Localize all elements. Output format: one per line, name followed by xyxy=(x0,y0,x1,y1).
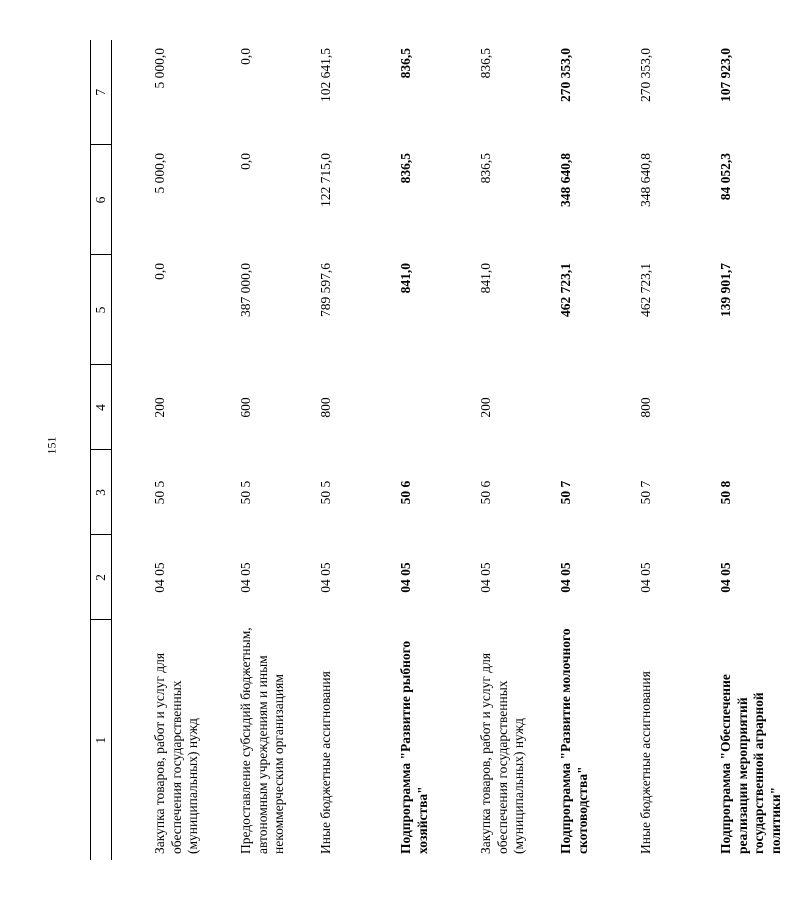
rotated-page xyxy=(90,40,783,860)
section-code: 04 05 xyxy=(398,562,414,593)
expense-type: 800 xyxy=(638,397,654,418)
amount-col7: 5 000,0 xyxy=(152,48,168,89)
header-row xyxy=(91,40,112,860)
amount-col7: 836,5 xyxy=(398,48,414,79)
amount-col6: 84 052,3 xyxy=(718,153,734,201)
amount-col6: 0,0 xyxy=(238,153,254,170)
target-code: 50 5 xyxy=(238,480,254,505)
amount-col5: 387 000,0 xyxy=(238,263,254,317)
table-row xyxy=(475,40,555,860)
column-header-1: 1 xyxy=(91,620,112,860)
budget-table xyxy=(90,40,795,860)
amount-col6: 122 715,0 xyxy=(318,153,334,207)
row-name: Закупка товаров, работ и услуг для обеспечения государственных (муниципальных) нужд xyxy=(152,652,201,854)
section-code: 04 05 xyxy=(558,562,574,593)
table-row xyxy=(315,40,395,860)
table-row xyxy=(635,40,715,860)
table-row xyxy=(555,40,635,860)
expense-type: 200 xyxy=(478,397,494,418)
column-header-5: 5 xyxy=(91,255,112,365)
amount-col6: 348 640,8 xyxy=(558,153,574,207)
row-name: Закупка товаров, работ и услуг для обеспечения государственных (муниципальных) нужд xyxy=(478,652,527,854)
row-name: Подпрограмма "Обеспечение реализации мероприятий государственной аграрной политики" xyxy=(718,674,783,854)
section-code: 04 05 xyxy=(152,562,168,593)
table-row xyxy=(395,40,475,860)
expense-type: 800 xyxy=(318,397,334,418)
amount-col5: 789 597,6 xyxy=(318,263,334,317)
section-code: 04 05 xyxy=(718,562,734,593)
amount-col7: 107 923,0 xyxy=(718,48,734,102)
amount-col6: 5 000,0 xyxy=(152,153,168,194)
target-code: 50 6 xyxy=(478,480,494,505)
column-header-3: 3 xyxy=(91,450,112,535)
target-code: 50 7 xyxy=(558,480,574,505)
target-code: 50 6 xyxy=(398,480,414,505)
table-row xyxy=(112,40,236,860)
expense-type xyxy=(555,365,635,450)
amount-col5: 841,0 xyxy=(398,263,414,294)
section-code: 04 05 xyxy=(318,562,334,593)
table-body xyxy=(112,40,795,860)
amount-col7: 0,0 xyxy=(238,48,254,65)
expense-type: 600 xyxy=(238,397,254,418)
amount-col7: 102 641,5 xyxy=(318,48,334,102)
expense-type xyxy=(395,365,475,450)
amount-col7: 270 353,0 xyxy=(638,48,654,102)
amount-col6: 836,5 xyxy=(478,153,494,184)
amount-col5: 0,0 xyxy=(152,263,168,280)
column-header-4: 4 xyxy=(91,365,112,450)
target-code: 50 8 xyxy=(718,480,734,505)
row-name: Предоставление субсидий бюджетным, автономным учреждениям и иным некоммерческим организациям xyxy=(238,627,287,854)
column-header-6: 6 xyxy=(91,145,112,255)
section-code: 04 05 xyxy=(478,562,494,593)
column-header-7: 7 xyxy=(91,40,112,145)
row-name: Иные бюджетные ассигнования xyxy=(638,671,654,854)
amount-col5: 841,0 xyxy=(478,263,494,294)
page-number: 151 xyxy=(44,436,59,455)
amount-col6: 836,5 xyxy=(398,153,414,184)
amount-col5: 462 723,1 xyxy=(558,263,574,317)
amount-col5: 139 901,7 xyxy=(718,263,734,317)
amount-col7: 836,5 xyxy=(478,48,494,79)
target-code: 50 5 xyxy=(152,480,168,505)
amount-col5: 462 723,1 xyxy=(638,263,654,317)
expense-type xyxy=(715,365,795,450)
expense-type: 200 xyxy=(152,397,168,418)
target-code: 50 5 xyxy=(318,480,334,505)
section-code: 04 05 xyxy=(238,562,254,593)
row-name: Иные бюджетные ассигнования xyxy=(318,671,334,854)
table-row xyxy=(715,40,795,860)
row-name: Подпрограмма "Развитие рыбного хозяйства" xyxy=(398,640,430,854)
target-code: 50 7 xyxy=(638,480,654,505)
column-header-2: 2 xyxy=(91,535,112,620)
row-name: Подпрограмма "Развитие молочного скотоводства" xyxy=(558,628,590,854)
amount-col6: 348 640,8 xyxy=(638,153,654,207)
table-row xyxy=(235,40,315,860)
amount-col7: 270 353,0 xyxy=(558,48,574,102)
section-code: 04 05 xyxy=(638,562,654,593)
